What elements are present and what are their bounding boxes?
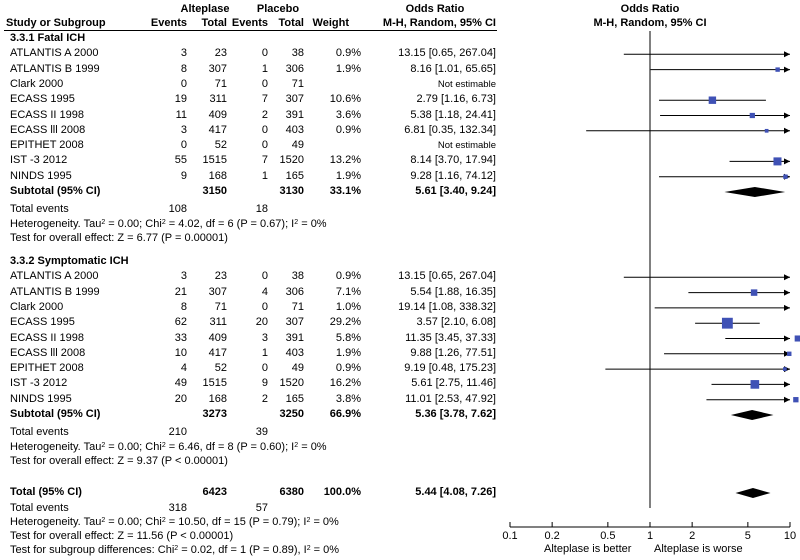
study-marker xyxy=(751,380,760,389)
events2-cell: 0 xyxy=(261,123,268,136)
total1-cell: 52 xyxy=(214,139,227,152)
total-events2: 57 xyxy=(255,502,268,514)
weight-cell: 1.9% xyxy=(335,169,361,182)
weight-cell: 1.0% xyxy=(335,300,361,313)
events1-cell: 3 xyxy=(180,123,187,136)
study-arrow-right xyxy=(784,67,790,73)
total2-cell: 307 xyxy=(285,93,304,106)
total1-cell: 307 xyxy=(208,285,227,298)
total-events2: 18 xyxy=(255,203,268,216)
ci-cell: 13.15 [0.65, 267.04] xyxy=(398,47,496,60)
study-arrow-right xyxy=(784,336,790,342)
events1-cell: 49 xyxy=(174,377,187,390)
study-name: ATLANTIS A 2000 xyxy=(10,47,99,60)
study-arrow-right xyxy=(784,274,790,280)
total2-cell: 71 xyxy=(291,77,304,90)
ci-cell: 6.81 [0.35, 132.34] xyxy=(404,123,496,136)
total-ci: 5.44 [4.08, 7.26] xyxy=(415,486,496,498)
events2-cell: 0 xyxy=(261,47,268,60)
subtotal-weight: 33.1% xyxy=(329,185,361,197)
total2-cell: 38 xyxy=(291,47,304,60)
study-marker xyxy=(773,157,781,165)
study-name: ECASS 1995 xyxy=(10,93,75,106)
subgroup-title: 3.3.1 Fatal ICH xyxy=(10,32,86,44)
events1-cell: 11 xyxy=(175,108,187,121)
study-marker xyxy=(787,352,791,356)
ci-cell: 11.01 [2.53, 47.92] xyxy=(405,392,496,405)
total1-cell: 1515 xyxy=(202,377,227,390)
group2-title: Placebo xyxy=(256,3,300,15)
total1-cell: 52 xyxy=(214,362,227,375)
events1-cell: 3 xyxy=(180,270,187,283)
events2-cell: 7 xyxy=(261,93,268,106)
weight-header: Weight xyxy=(312,17,349,29)
total2-cell: 306 xyxy=(285,285,304,298)
total-events-label: Total events xyxy=(10,426,69,439)
weight-cell: 16.2% xyxy=(329,377,361,390)
events1-cell: 19 xyxy=(174,93,187,106)
events1-cell: 62 xyxy=(174,316,187,329)
study-arrow-right xyxy=(784,290,790,296)
events2-cell: 0 xyxy=(261,77,268,90)
total-events2: 39 xyxy=(255,426,268,439)
events2-header: Events xyxy=(231,17,268,29)
events2-cell: 7 xyxy=(261,154,268,167)
study-name: ATLANTIS B 1999 xyxy=(10,285,100,298)
total1-header: Total xyxy=(201,17,227,29)
total2-cell: 391 xyxy=(285,108,304,121)
events1-cell: 20 xyxy=(174,392,187,405)
x-tick-label: 0.1 xyxy=(502,530,518,542)
events2-cell: 20 xyxy=(255,316,268,329)
overall-effect-text: Test for overall effect: Z = 9.37 (P < 0.00001) xyxy=(10,454,228,467)
study-name: ECASS lll 2008 xyxy=(10,123,86,136)
study-marker xyxy=(750,113,755,118)
total1-cell: 409 xyxy=(208,108,227,121)
study-arrow-right xyxy=(784,113,790,119)
study-name: NINDS 1995 xyxy=(10,392,72,405)
events2-cell: 1 xyxy=(261,169,268,182)
subtotal-weight: 66.9% xyxy=(329,408,361,420)
study-name: IST -3 2012 xyxy=(10,154,68,167)
study-arrow-right xyxy=(784,158,790,164)
weight-cell: 29.2% xyxy=(329,316,361,329)
study-name: IST -3 2012 xyxy=(10,377,68,390)
total2-cell: 1520 xyxy=(279,377,304,390)
heterogeneity-text: Heterogeneity. Tau$^2$ = 0.00; Chi$^2$ = 6.46, df = 8 (P = 0.60); $I^2 = 0\%$ xyxy=(10,440,327,453)
events1-cell: 4 xyxy=(180,362,187,375)
overall-effect-text: Test for overall effect: Z = 6.77 (P = 0.00001) xyxy=(10,231,228,244)
subgroup-title: 3.3.2 Symptomatic ICH xyxy=(10,255,129,267)
right-direction-label: Alteplase is worse xyxy=(654,543,743,555)
group1-title: Alteplase xyxy=(180,3,230,15)
study-name: ECASS II 1998 xyxy=(10,108,84,121)
study-name: ATLANTIS A 2000 xyxy=(10,270,99,283)
weight-cell: 10.6% xyxy=(329,93,361,106)
x-tick-label: 0.2 xyxy=(544,530,560,542)
events2-cell: 2 xyxy=(261,108,268,121)
events1-header: Events xyxy=(150,17,187,29)
weight-cell: 1.9% xyxy=(335,62,361,75)
total2-cell: 391 xyxy=(285,331,304,344)
plot-title: Odds Ratio xyxy=(620,3,680,15)
subtotal-label: Subtotal (95% CI) xyxy=(10,185,101,197)
study-name: EPITHET 2008 xyxy=(10,139,84,152)
events1-cell: 10 xyxy=(174,346,187,359)
events1-cell: 8 xyxy=(180,300,187,313)
subtotal-diamond xyxy=(731,410,774,420)
study-arrow-right xyxy=(784,397,790,403)
total-heterogeneity: Heterogeneity. Tau$^2$ = 0.00; Chi$^2$ = 10.50, df = 15 (P = 0.79); $I^2 = 0\%$ xyxy=(10,516,339,528)
ci-cell: Not estimable xyxy=(437,78,496,90)
study-arrow-right xyxy=(784,51,790,57)
total2-header: Total xyxy=(278,17,304,29)
study-marker xyxy=(775,67,779,71)
subtotal-n1: 3273 xyxy=(202,408,227,420)
total-n2: 6380 xyxy=(279,486,304,498)
total1-cell: 23 xyxy=(214,47,227,60)
study-arrow-right xyxy=(784,381,790,387)
weight-cell: 0.9% xyxy=(335,123,361,136)
events2-cell: 0 xyxy=(261,270,268,283)
total2-cell: 38 xyxy=(291,270,304,283)
total1-cell: 417 xyxy=(208,346,227,359)
total1-cell: 71 xyxy=(214,77,227,90)
events1-cell: 9 xyxy=(180,169,187,182)
study-marker xyxy=(783,174,787,178)
total2-cell: 306 xyxy=(285,62,304,75)
ci-cell: 5.61 [2.75, 11.46] xyxy=(411,377,496,390)
total1-cell: 409 xyxy=(208,331,227,344)
total1-cell: 168 xyxy=(208,392,227,405)
subtotal-n1: 3150 xyxy=(202,185,227,197)
study-name: ECASS lll 2008 xyxy=(10,346,86,359)
subtotal-ci: 5.36 [3.78, 7.62] xyxy=(415,408,496,420)
subtotal-n2: 3130 xyxy=(279,185,304,197)
ci-cell: 8.16 [1.01, 65.65] xyxy=(410,62,496,75)
events2-cell: 9 xyxy=(261,377,268,390)
weight-cell: 0.9% xyxy=(335,270,361,283)
events1-cell: 0 xyxy=(180,139,187,152)
total2-cell: 49 xyxy=(291,139,304,152)
study-name: ATLANTIS B 1999 xyxy=(10,62,100,75)
ci-cell: 8.14 [3.70, 17.94] xyxy=(410,154,496,167)
weight-cell: 7.1% xyxy=(335,285,361,298)
events2-cell: 2 xyxy=(261,392,268,405)
total-events-label: Total events xyxy=(10,203,69,216)
total2-cell: 1520 xyxy=(279,154,304,167)
total1-cell: 1515 xyxy=(202,154,227,167)
x-tick-label: 0.5 xyxy=(600,530,616,542)
total2-cell: 71 xyxy=(291,300,304,313)
study-arrow-right xyxy=(784,128,790,134)
total-events1: 318 xyxy=(168,502,187,514)
plot-method-header: M-H, Random, 95% CI xyxy=(593,17,707,29)
weight-cell: 3.8% xyxy=(335,392,361,405)
events2-cell: 4 xyxy=(261,285,268,298)
events1-cell: 21 xyxy=(174,285,187,298)
study-name: EPITHET 2008 xyxy=(10,362,84,375)
total-events-label: Total events xyxy=(10,502,69,514)
total-events1: 108 xyxy=(168,203,187,216)
study-marker xyxy=(795,335,800,341)
events1-cell: 55 xyxy=(174,154,187,167)
ci-cell: 19.14 [1.08, 338.32] xyxy=(398,300,496,313)
ci-cell: 3.57 [2.10, 6.08] xyxy=(416,316,496,329)
total1-cell: 23 xyxy=(214,270,227,283)
method-header: M-H, Random, 95% CI xyxy=(382,17,496,29)
study-marker xyxy=(751,289,757,295)
total2-cell: 165 xyxy=(285,392,304,405)
weight-cell: 0.9% xyxy=(335,362,361,375)
study-name: ECASS 1995 xyxy=(10,316,75,329)
events2-cell: 3 xyxy=(261,331,268,344)
total1-cell: 417 xyxy=(208,123,227,136)
or-column-title: Odds Ratio xyxy=(405,3,465,15)
ci-cell: 9.19 [0.48, 175.23] xyxy=(404,362,496,375)
ci-cell: 5.54 [1.88, 16.35] xyxy=(410,285,496,298)
total1-cell: 71 xyxy=(214,300,227,313)
weight-cell: 5.8% xyxy=(335,331,361,344)
total1-cell: 168 xyxy=(208,169,227,182)
x-tick-label: 5 xyxy=(744,530,751,542)
ci-cell: 5.38 [1.18, 24.41] xyxy=(410,108,496,121)
events2-cell: 0 xyxy=(261,139,268,152)
events2-cell: 0 xyxy=(261,300,268,313)
events1-cell: 33 xyxy=(174,331,187,344)
total2-cell: 165 xyxy=(285,169,304,182)
study-arrow-right xyxy=(784,305,790,311)
total-overall-effect: Test for overall effect: Z = 11.56 (P < 0.00001) xyxy=(10,530,234,542)
study-name: NINDS 1995 xyxy=(10,169,72,182)
ci-cell: 13.15 [0.65, 267.04] xyxy=(398,270,496,283)
ci-cell: 9.28 [1.16, 74.12] xyxy=(410,169,496,182)
subtotal-diamond xyxy=(724,187,785,197)
overall-diamond xyxy=(735,488,770,498)
total1-cell: 311 xyxy=(209,93,227,106)
weight-cell: 0.9% xyxy=(335,47,361,60)
total-n1: 6423 xyxy=(202,486,227,498)
total2-cell: 403 xyxy=(285,123,304,136)
total2-cell: 307 xyxy=(285,316,304,329)
total1-cell: 311 xyxy=(209,316,227,329)
ci-cell: 9.88 [1.26, 77.51] xyxy=(410,346,496,359)
x-tick-label: 10 xyxy=(783,530,797,542)
study-name: ECASS II 1998 xyxy=(10,331,84,344)
study-marker xyxy=(793,397,798,402)
events1-cell: 3 xyxy=(180,47,187,60)
weight-cell: 1.9% xyxy=(335,346,361,359)
total-label: Total (95% CI) xyxy=(10,486,82,498)
total2-cell: 403 xyxy=(285,346,304,359)
total2-cell: 49 xyxy=(291,362,304,375)
ci-cell: 11.35 [3.45, 37.33] xyxy=(405,331,496,344)
heterogeneity-text: Heterogeneity. Tau$^2$ = 0.00; Chi$^2$ = 4.02, df = 6 (P = 0.67); $I^2 = 0\%$ xyxy=(10,217,327,230)
weight-cell: 13.2% xyxy=(329,154,361,167)
events2-cell: 1 xyxy=(261,346,268,359)
study-marker xyxy=(765,129,769,133)
study-name: Clark 2000 xyxy=(10,300,64,313)
study-marker xyxy=(709,96,716,103)
ci-cell: Not estimable xyxy=(437,140,496,152)
subgroup-differences: Test for subgroup differences: Chi$^2$ = 0.02, df = 1 (P = 0.89), $I^2 = 0\%$ xyxy=(10,544,340,556)
left-direction-label: Alteplase is better xyxy=(544,543,632,555)
subtotal-label: Subtotal (95% CI) xyxy=(10,408,101,420)
total1-cell: 307 xyxy=(208,62,227,75)
ci-cell: 2.79 [1.16, 6.73] xyxy=(416,93,496,106)
study-marker xyxy=(722,318,733,329)
total-events1: 210 xyxy=(168,426,187,439)
total-weight: 100.0% xyxy=(323,486,361,498)
events1-cell: 0 xyxy=(180,77,187,90)
weight-cell: 3.6% xyxy=(335,108,361,121)
subtotal-n2: 3250 xyxy=(279,408,304,420)
study-name: Clark 2000 xyxy=(10,77,64,90)
study-marker xyxy=(783,367,787,371)
subtotal-ci: 5.61 [3.40, 9.24] xyxy=(415,185,496,197)
events1-cell: 8 xyxy=(180,62,187,75)
x-tick-label: 1 xyxy=(646,530,654,542)
x-tick-label: 2 xyxy=(689,530,696,542)
events2-cell: 1 xyxy=(261,62,268,75)
events2-cell: 0 xyxy=(261,362,268,375)
study-column-header: Study or Subgroup xyxy=(6,17,106,29)
